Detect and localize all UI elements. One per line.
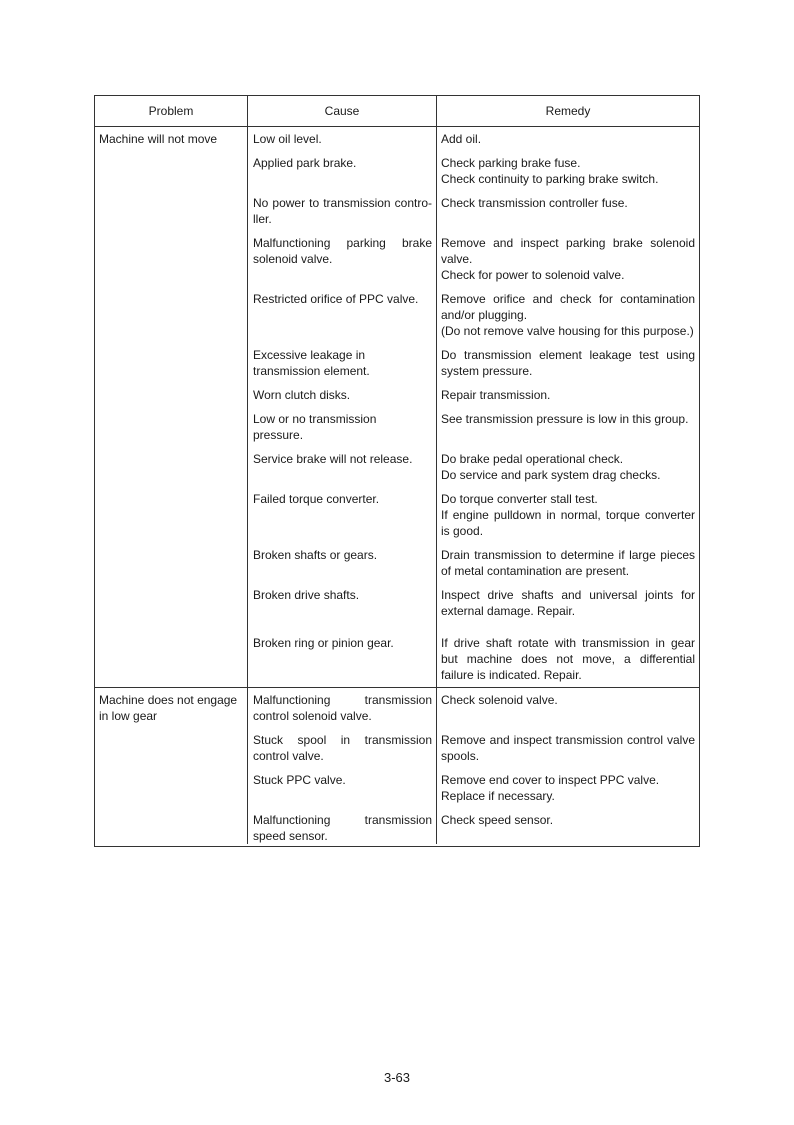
- remedy-cell: [437, 191, 699, 231]
- remedy-text: Remove end cover to inspect PPC valve.: [441, 773, 660, 787]
- cause-remedy-list: [248, 688, 699, 844]
- table-row: [248, 191, 699, 231]
- cause-text: Malfunctioning transmission speed sensor.: [253, 813, 432, 843]
- remedy-text: Do transmission element leakage test using system pressure.: [441, 348, 695, 378]
- remedy-text: Do service and park system drag checks.: [441, 468, 661, 482]
- remedy-cell: [437, 487, 699, 543]
- cause-text: Broken ring or pinion gear.: [253, 636, 394, 650]
- cause-text: Low or no transmission: [253, 412, 377, 426]
- cause-cell: [248, 543, 437, 583]
- cause-cell: [248, 127, 437, 151]
- cause-text: Failed torque converter.: [253, 492, 380, 506]
- remedy-text: Add oil.: [441, 132, 482, 146]
- cause-text: Low oil level.: [253, 132, 322, 146]
- problem-group: [95, 127, 699, 687]
- cause-remedy-list: [248, 127, 699, 687]
- cause-cell: [248, 728, 437, 768]
- cause-cell: [248, 383, 437, 407]
- remedy-cell: [437, 583, 699, 631]
- remedy-text: Check speed sensor.: [441, 813, 554, 827]
- remedy-cell: [437, 631, 699, 687]
- table-row: [248, 808, 699, 844]
- remedy-text: Drain transmission to determine if large pieces of metal contamination are present.: [441, 548, 695, 578]
- remedy-text: Check for power to solenoid valve.: [441, 268, 625, 282]
- cause-text: Broken drive shafts.: [253, 588, 360, 602]
- table-row: [248, 383, 699, 407]
- table-row: [248, 127, 699, 151]
- remedy-text: Remove and inspect parking brake solenoid valve.: [441, 236, 695, 266]
- remedy-text: Check solenoid valve.: [441, 693, 558, 707]
- remedy-cell: [437, 407, 699, 447]
- remedy-cell: [437, 808, 699, 844]
- cause-text: Applied park brake.: [253, 156, 357, 170]
- remedy-cell: [437, 543, 699, 583]
- table-row: [248, 343, 699, 383]
- table-row: [248, 287, 699, 343]
- remedy-text: Check parking brake fuse.: [441, 156, 581, 170]
- remedy-cell: [437, 127, 699, 151]
- remedy-text: Do torque converter stall test.: [441, 492, 598, 506]
- cause-cell: [248, 583, 437, 631]
- remedy-cell: [437, 383, 699, 407]
- cause-text: Broken shafts or gears.: [253, 548, 378, 562]
- remedy-cell: [437, 287, 699, 343]
- remedy-text: See transmission pressure is low in this group.: [441, 412, 689, 426]
- table-row: [248, 543, 699, 583]
- cause-cell: [248, 191, 437, 231]
- cause-text: pressure.: [253, 428, 304, 442]
- cause-cell: [248, 768, 437, 808]
- table-row: [248, 728, 699, 768]
- remedy-cell: [437, 151, 699, 191]
- remedy-cell: [437, 728, 699, 768]
- cause-text: Stuck spool in transmission control valve.: [253, 733, 432, 763]
- remedy-text: (Do not remove valve housing for this purpose.): [441, 324, 694, 338]
- cause-text: Malfunctioning transmission control solenoid valve.: [253, 693, 432, 723]
- cause-cell: [248, 287, 437, 343]
- remedy-cell: [437, 768, 699, 808]
- remedy-text: Inspect drive shafts and universal joints for external damage. Repair.: [441, 588, 695, 618]
- cause-text: transmission element.: [253, 364, 370, 378]
- remedy-text: Check continuity to parking brake switch.: [441, 172, 659, 186]
- page-number: 3-63: [383, 1070, 411, 1085]
- cause-cell: [248, 343, 437, 383]
- problem-group: [95, 687, 699, 846]
- cause-text: Stuck PPC valve.: [253, 773, 346, 787]
- remedy-text: Replace if necessary.: [441, 789, 555, 803]
- table-row: [248, 583, 699, 631]
- remedy-cell: [437, 688, 699, 728]
- cause-cell: [248, 808, 437, 844]
- header-cause: Cause: [248, 96, 437, 126]
- troubleshooting-table: [94, 95, 700, 847]
- table-row: [248, 487, 699, 543]
- cause-cell: [248, 631, 437, 687]
- cause-text: Service brake will not release.: [253, 452, 413, 466]
- table-row: [248, 151, 699, 191]
- table-row: [248, 407, 699, 447]
- header-problem: Problem: [95, 96, 248, 126]
- table-row: [248, 768, 699, 808]
- remedy-text: Repair transmission.: [441, 388, 551, 402]
- remedy-cell: [437, 343, 699, 383]
- cause-text: Restricted orifice of PPC valve.: [253, 292, 419, 306]
- remedy-cell: [437, 447, 699, 487]
- cause-cell: [248, 407, 437, 447]
- table-row: [248, 688, 699, 728]
- cause-cell: [248, 447, 437, 487]
- header-remedy: Remedy: [545, 104, 591, 118]
- remedy-cell: [437, 231, 699, 287]
- table-row: [248, 231, 699, 287]
- remedy-text: Remove and inspect transmission control valve spools.: [441, 733, 695, 763]
- cause-cell: [248, 151, 437, 191]
- cause-text: Excessive leakage in: [253, 348, 366, 362]
- remedy-text: Remove orifice and check for contamination and/or plugging.: [441, 292, 695, 322]
- cause-text: Worn clutch disks.: [253, 388, 351, 402]
- cause-cell: [248, 231, 437, 287]
- problem-cell: Machine will not move: [95, 127, 248, 687]
- table-row: [248, 631, 699, 687]
- remedy-text: If engine pulldown in normal, torque converter is good.: [441, 508, 695, 538]
- remedy-text: Check transmission controller fuse.: [441, 196, 628, 210]
- cause-text: No power to transmission contro-ller.: [253, 196, 432, 226]
- cause-text: Malfunctioning parking brake solenoid valve.: [253, 236, 432, 266]
- cause-cell: [248, 487, 437, 543]
- table-body: [95, 127, 699, 846]
- table-row: [248, 447, 699, 487]
- cause-cell: [248, 688, 437, 728]
- problem-cell: Machine does not engage in low gear: [95, 688, 248, 844]
- remedy-text: Do brake pedal operational check.: [441, 452, 624, 466]
- remedy-text: If drive shaft rotate with transmission in gear but machine does not move, a differential failure is indicated. Repair.: [441, 636, 695, 682]
- table-header-row: [95, 96, 699, 127]
